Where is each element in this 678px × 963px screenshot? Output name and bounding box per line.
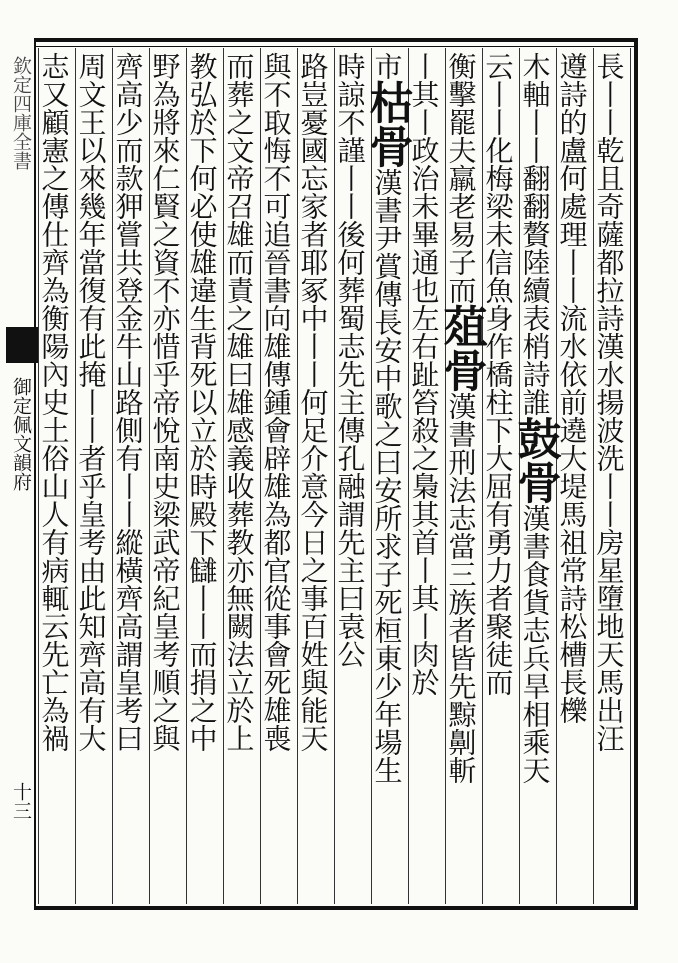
column-text: 市: [370, 52, 404, 80]
column-text: 野為將來仁賢之資不亦惜乎帝悅南史梁武帝紀皇考順之與: [148, 52, 182, 752]
text-column: [111, 52, 148, 904]
headword-entry: 枯骨: [361, 80, 413, 168]
text-column: [333, 52, 370, 904]
column-text: 木軸丨丨翻翻贅陸續表梢詩誰: [518, 52, 552, 416]
column-text: 周文王以來幾年當復有此掩丨丨者乎皇考由此知齊高有大: [74, 52, 108, 752]
text-column: [74, 52, 111, 904]
column-text: 而葬之文帝召雄而責之雄曰雄感義收葬教亦無闕法立於上: [222, 52, 256, 752]
column-text: 丨其丨政治未畢通也: [407, 52, 441, 304]
text-column: [435, 52, 487, 904]
column-text: 與不取悔不可追晉書向雄傳鍾會辟雄為都官從事會死雄喪: [259, 52, 293, 752]
column-text: 齊高少而款狎嘗共登金牛山路側有丨丨縱橫齊高謂皇考曰: [111, 52, 145, 752]
column-text: 長丨丨乾且奇薩都拉詩漢水揚波洗丨丨房星墮地天馬出汪: [592, 52, 626, 752]
text-column: [37, 52, 74, 904]
spine-page-number: 十三: [10, 782, 32, 820]
page-spine: [6, 52, 32, 904]
column-text: 下大屈有勇力者聚徒而: [481, 416, 515, 696]
text-column: [509, 52, 561, 904]
column-divider: [630, 48, 631, 904]
text-column: [296, 52, 333, 904]
text-column: [259, 52, 296, 904]
spine-collection-title: 欽定四庫全書: [10, 56, 32, 170]
bottom-border: [34, 906, 638, 910]
headword-entry: 鼓骨: [509, 416, 561, 504]
text-column: [185, 52, 222, 904]
column-text: 路豈憂國忘家者耶冢中丨丨何足介意今日之事百姓與能天: [296, 52, 330, 752]
headword-entry: 葅骨: [435, 304, 487, 392]
column-text: 衡擊罷夫羸老易子而: [444, 52, 478, 304]
text-column: [222, 52, 259, 904]
right-border: [634, 38, 638, 910]
text-column: [592, 52, 629, 904]
top-border-inner: [34, 46, 638, 47]
column-text: 漢書尹賞傳長安中歌之曰安所求子死桓東少年場生: [370, 168, 404, 784]
column-text: 志又顧憲之傳仕齊為衡陽內史土俗山人有病輒云先亡為禍: [37, 52, 71, 752]
column-text: 漢書刑法志當三族者皆先黥劓斬: [444, 392, 478, 784]
column-text: 云丨丨化梅梁未信魚身作橋柱: [481, 52, 515, 416]
top-border: [34, 38, 638, 42]
column-text: 漢書食貨志兵旱相乘天: [518, 504, 552, 784]
column-text: 時諒不謹丨丨後何葬蜀志先主傳孔融謂先主曰袁公: [333, 52, 367, 668]
text-column: [555, 52, 592, 904]
text-column: [361, 52, 413, 904]
text-column: [407, 52, 444, 904]
column-text: 教弘於下何必使雄違生背死以立於時殿下讎丨丨而捐之中: [185, 52, 219, 752]
spine-book-title: 御定佩文韻府: [10, 377, 32, 491]
text-column: [148, 52, 185, 904]
text-column: [481, 52, 518, 904]
column-text: 左右趾笞殺之梟其首丨其丨肉於: [407, 304, 441, 696]
column-text: 遵詩的盧何處理丨丨流水依前遶大堤馬祖常詩松槽長櫟: [555, 52, 589, 724]
